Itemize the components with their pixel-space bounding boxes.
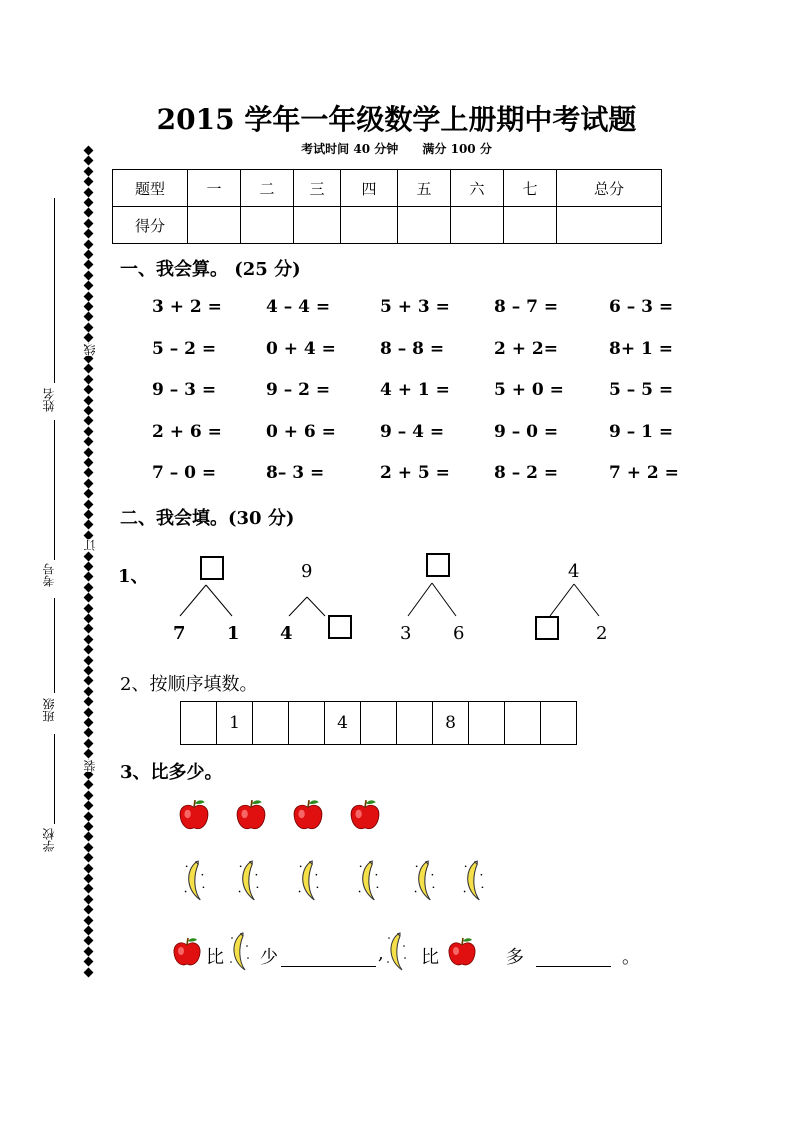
equation: 0 + 4 = [266,339,336,359]
score-table-header-cell: 三 [294,170,341,207]
diamond-mark [84,718,94,728]
bond-left-number: 3 [400,623,412,644]
banana-icon [229,932,249,976]
equation: 9 – 2 = [266,380,331,400]
apple-icon [171,936,203,972]
diamond-mark [84,812,94,822]
score-table-header-cell: 五 [398,170,451,207]
class-label: 班级 [42,698,56,722]
score-table-header-cell: 一 [188,170,241,207]
q3-label: 3、比多少。 [120,762,223,783]
answer-box[interactable] [426,553,450,577]
banana-icon [462,860,484,906]
diamond-mark [84,884,94,894]
banana-icon [413,860,435,906]
bond-right-number: 2 [596,623,608,644]
score-table-header-cell: 题型 [113,170,188,207]
compare-word: 比 [421,947,439,968]
diamond-mark [84,832,94,842]
sequence-table [180,701,577,745]
equation: 2 + 5 = [380,463,450,483]
name-label: 姓名 [42,388,56,412]
section2-title: 二、我会填。(30 分) [120,508,295,529]
diamond-mark [84,780,94,790]
line-char: 订 [83,539,97,551]
section1-title: 一、我会算。 (25 分) [120,259,301,280]
line-char: 装 [83,760,97,772]
comma: , [378,943,384,964]
sequence-cell[interactable] [469,702,505,745]
diamond-mark [84,801,94,811]
bond-right-number: 6 [453,623,465,644]
equation: 7 + 2 = [609,463,679,483]
answer-blank[interactable] [281,965,376,967]
answer-box[interactable] [328,615,352,639]
diamond-mark [84,874,94,884]
bond-left-number: 4 [280,623,293,644]
sequence-cell[interactable] [397,702,433,745]
exam-time: 考试时间 40 分钟 [301,142,399,156]
answer-box[interactable] [200,556,224,580]
sequence-cell[interactable] [505,702,541,745]
score-table-header-cell: 六 [451,170,504,207]
diamond-mark [84,864,94,874]
diamond-mark [84,926,94,936]
sequence-cell: 8 [433,702,469,745]
banana-icon [183,860,205,906]
equation: 8+ 1 = [609,339,673,359]
equation: 2 + 2= [494,339,558,359]
full-score: 满分 100 分 [422,142,492,156]
equation: 7 – 0 = [152,463,217,483]
equation: 5 – 5 = [609,380,674,400]
equation: 8 – 7 = [494,297,559,317]
diamond-mark [84,895,94,905]
diamond-mark [84,728,94,738]
equation: 8 – 8 = [380,339,445,359]
equation: 2 + 6 = [152,422,222,442]
diamond-mark [84,749,94,759]
diamond-mark [84,822,94,832]
sequence-cell[interactable] [253,702,289,745]
sequence-cell: 4 [325,702,361,745]
equation: 6 – 3 = [609,297,674,317]
compare-word: 比 [206,947,224,968]
bond-top-number: 4 [568,561,580,582]
equation: 9 – 3 = [152,380,217,400]
diamond-mark [84,708,94,718]
bond-top-number: 9 [301,561,313,582]
banana-icon [237,860,259,906]
banana-icon [357,860,379,906]
equation: 0 + 6 = [266,422,336,442]
sequence-cell[interactable] [361,702,397,745]
period: 。 [622,947,640,968]
apple-icon [177,798,211,836]
equation: 4 – 4 = [266,297,331,317]
equation: 5 – 2 = [152,339,217,359]
score-table-header-cell: 总分 [557,170,662,207]
banana-icon [386,932,406,976]
diamond-mark [84,853,94,863]
sequence-cell: 1 [217,702,253,745]
diamond-mark [84,791,94,801]
score-table-header-cell: 四 [341,170,398,207]
score-table-header-cell: 七 [504,170,557,207]
apple-icon [291,798,325,836]
equation: 9 – 0 = [494,422,559,442]
diamond-mark [84,947,94,957]
q2-label: 2、按顺序填数。 [120,674,258,695]
diamond-mark [84,916,94,926]
apple-icon [348,798,382,836]
score-row-label: 得分 [113,207,188,244]
line-char: 线 [83,344,97,356]
diamond-mark [84,739,94,749]
page-title: 2015 学年一年级数学上册期中考试题 [156,103,637,136]
score-table-header-cell: 二 [241,170,294,207]
diamond-mark [84,936,94,946]
equation: 4 + 1 = [380,380,450,400]
banana-icon [297,860,319,906]
equation: 8 – 2 = [494,463,559,483]
diamond-mark [84,957,94,967]
bond-left-number: 7 [173,623,186,644]
exam-no-label: 考号 [42,563,56,587]
answer-blank[interactable] [536,965,611,967]
equation: 8– 3 = [266,463,325,483]
compare-word: 多 [506,947,524,968]
apple-icon [446,936,478,972]
equation: 9 – 4 = [380,422,445,442]
sequence-cell[interactable] [181,702,217,745]
school-label: 学校 [42,828,56,852]
apple-icon [234,798,268,836]
diamond-mark [84,968,94,978]
equation: 3 + 2 = [152,297,222,317]
bond-right-number: 1 [227,623,240,644]
q1-label: 1、 [118,566,149,587]
equation: 9 – 1 = [609,422,674,442]
equation: 5 + 0 = [494,380,564,400]
compare-word: 少 [260,947,278,968]
sequence-cell[interactable] [289,702,325,745]
sequence-cell[interactable] [541,702,577,745]
margin-line [54,734,55,824]
diamond-mark [84,905,94,915]
equation: 5 + 3 = [380,297,450,317]
answer-box[interactable] [535,616,559,640]
diamond-mark [84,843,94,853]
